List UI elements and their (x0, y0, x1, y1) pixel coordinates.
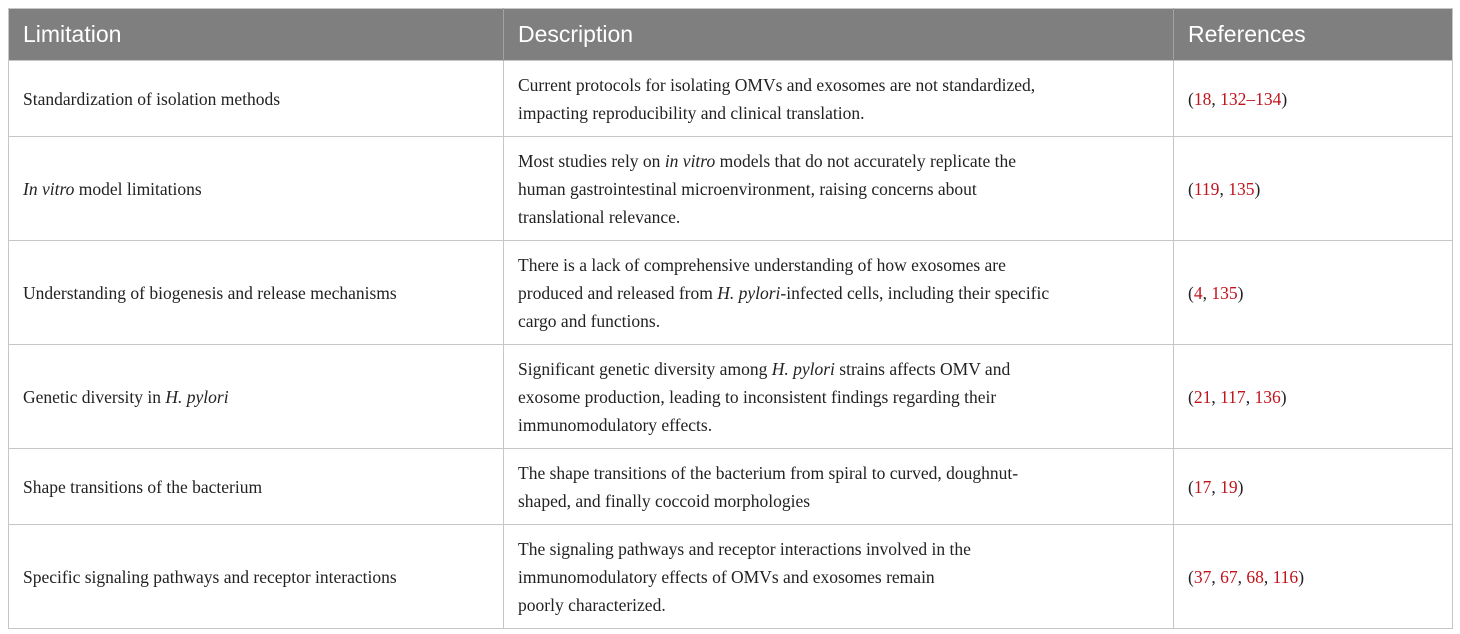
reference-link[interactable]: 18 (1193, 88, 1212, 109)
limitation-text: Standardization of isolation methods (23, 88, 281, 109)
table-row (9, 241, 1453, 345)
reference-link[interactable]: 117 (1220, 386, 1246, 407)
header-references: References (1174, 9, 1453, 61)
reference-link[interactable]: 67 (1220, 566, 1238, 587)
reference-link[interactable]: 4 (1193, 282, 1203, 303)
reference-link[interactable]: 37 (1193, 566, 1212, 587)
description-text: -infected cells, including their specific (780, 282, 1050, 303)
description-line: shaped, and finally coccoid morphologies (518, 490, 811, 511)
reference-link[interactable]: 136 (1254, 386, 1281, 407)
header-row (9, 9, 1453, 61)
limitation-italic-text: H. pylori (165, 386, 229, 407)
limitation-cell (9, 137, 504, 241)
reference-link[interactable]: 19 (1220, 476, 1238, 497)
reference-link[interactable]: 135 (1211, 282, 1238, 303)
limitation-cell (9, 345, 504, 449)
description-line: immunomodulatory effects. (518, 414, 713, 435)
limitation-text: Understanding of biogenesis and release mechanisms (23, 282, 397, 303)
description-line: translational relevance. (518, 206, 681, 227)
description-text: Most studies rely on (518, 150, 665, 171)
description-text: produced and released from (518, 282, 718, 303)
description-line: poorly characterized. (518, 594, 666, 615)
limitation-cell (9, 241, 504, 345)
limitation-text: model limitations (74, 178, 202, 199)
limitation-cell (9, 449, 504, 525)
table-row (9, 137, 1453, 241)
limitation-cell (9, 61, 504, 137)
reference-link[interactable]: 21 (1193, 386, 1212, 407)
reference-link[interactable]: 17 (1193, 476, 1212, 497)
limitation-text: Genetic diversity in (23, 386, 166, 407)
description-cell (504, 525, 1174, 629)
description-line: immunomodulatory effects of OMVs and exosomes remain (518, 566, 935, 587)
description-line: human gastrointestinal microenvironment, raising concerns about (518, 178, 977, 199)
reference-link[interactable]: 68 (1246, 566, 1264, 587)
description-italic-text: in vitro (664, 150, 716, 171)
references-cell: (37, 67, 68, 116) (1174, 525, 1453, 629)
reference-link[interactable]: 132–134 (1220, 88, 1282, 109)
description-text: strains affects OMV and (834, 358, 1011, 379)
description-cell (504, 61, 1174, 137)
description-line: There is a lack of comprehensive understanding of how exosomes are (518, 254, 1006, 275)
description-italic-text: H. pylori (717, 282, 781, 303)
description-line: The shape transitions of the bacterium from spiral to curved, doughnut- (518, 462, 1019, 483)
description-cell (504, 345, 1174, 449)
references-cell: (21, 117, 136) (1174, 345, 1453, 449)
references-cell: (119, 135) (1174, 137, 1453, 241)
limitation-text: Specific signaling pathways and receptor interactions (23, 566, 397, 587)
reference-link[interactable]: 119 (1193, 178, 1220, 199)
description-line: exosome production, leading to inconsistent findings regarding their (518, 386, 997, 407)
description-line: impacting reproducibility and clinical translation. (518, 102, 865, 123)
description-cell (504, 241, 1174, 345)
description-line: cargo and functions. (518, 310, 661, 331)
description-line: The signaling pathways and receptor interactions involved in the (518, 538, 971, 559)
description-line: Current protocols for isolating OMVs and exosomes are not standardized, (518, 74, 1036, 95)
limitation-text: Shape transitions of the bacterium (23, 476, 263, 497)
reference-link[interactable]: 135 (1228, 178, 1255, 199)
table-row (9, 525, 1453, 629)
reference-link[interactable]: 116 (1272, 566, 1299, 587)
table-row (9, 449, 1453, 525)
table-row (9, 61, 1453, 137)
references-cell: (17, 19) (1174, 449, 1453, 525)
description-text: Significant genetic diversity among (518, 358, 772, 379)
description-cell (504, 137, 1174, 241)
header-limitation: Limitation (9, 9, 504, 61)
header-description: Description (504, 9, 1174, 61)
limitation-cell (9, 525, 504, 629)
references-cell: (4, 135) (1174, 241, 1453, 345)
references-cell: (18, 132–134) (1174, 61, 1453, 137)
table-row (9, 345, 1453, 449)
limitation-italic-text: In vitro (23, 178, 75, 199)
description-text: models that do not accurately replicate the (715, 150, 1016, 171)
limitations-table (8, 8, 1453, 629)
description-cell (504, 449, 1174, 525)
description-italic-text: H. pylori (771, 358, 835, 379)
